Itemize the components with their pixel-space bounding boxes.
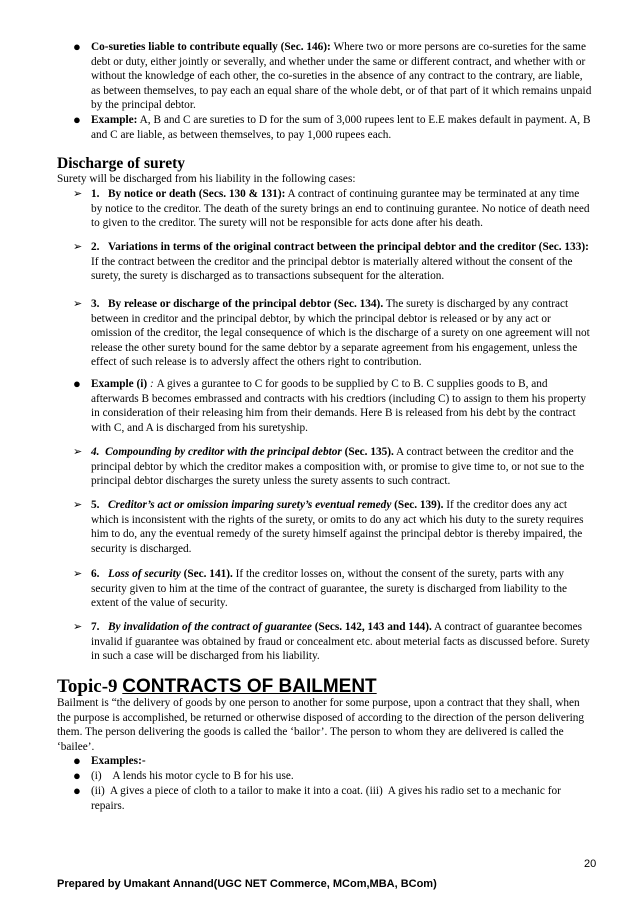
topic-heading: Topic-9 CONTRACTS OF BAILMENT — [57, 676, 377, 697]
bullet-icon: ● — [73, 783, 81, 798]
page-footer: Prepared by Umakant Annand(UGC NET Commerce, MCom,MBA, BCom) — [57, 878, 437, 890]
discharge-item-6: ➢ 6. Loss of security (Sec. 141). If the creditor losses on, without the consent of the surety, parts with any security given to him at the time of the contract of guarantee, the surety is discharged from liability to the extent of the value of security. — [73, 568, 568, 610]
bullet-icon: ● — [73, 112, 81, 127]
discharge-item-3: ➢ 3. By release or discharge of the principal debtor (Sec. 134). The surety is discharged by any contract between in creditor and the principal debtor, by which the principal debtor is released or by any act or omission of the creditor, the legal consequence of which is the discharge of a surety on one agreement will not release the other surety bound for the same debtor by a separate agreement from his engagement, unless the effect of such release is to adversly affect the others right to contribution. — [73, 298, 590, 369]
bailment-definition: Bailment is “the delivery of goods by one person to another for some purpose, upon a contract that they shall, when the purpose is accomplished, be returned or otherwise disposed of according to the direction of the person delivering them. The person delivering the goods is called the ‘bailor’. The person to whom they are delivered is called the ‘bailee’. — [57, 697, 585, 753]
bullet-co-sureties: ● Co-sureties liable to contribute equally (Sec. 146): Where two or more persons are co-sureties for the same debt or duty, either jointly or severally, and whether under the same or different contract, and whether with or without the knowledge of each other, the co-sureties in the absence of any contract to the contrary, are liable, as between themselves, to pay each an equal share of the whole debt, or of that part of it which remains unpaid by the principal debtor. — [73, 39, 592, 112]
bullet-icon: ● — [73, 39, 81, 54]
arrow-bullet-icon: ➢ — [73, 568, 83, 580]
examples-label-item: ● Examples:- — [73, 753, 146, 768]
example-item: ● (i) A lends his motor cycle to B for his use. — [73, 768, 294, 783]
bullet-icon: ● — [73, 753, 81, 768]
arrow-bullet-icon: ➢ — [73, 621, 83, 633]
arrow-bullet-icon: ➢ — [73, 298, 83, 310]
bullet-icon: ● — [73, 768, 81, 783]
section-intro: Surety will be discharged from his liability in the following cases: — [57, 173, 356, 185]
arrow-bullet-icon: ➢ — [73, 446, 83, 458]
section-heading: Discharge of surety — [57, 155, 185, 172]
discharge-item-5: ➢ 5. Creditor’s act or omission imparing surety’s eventual remedy (Sec. 139). If the creditor does any act which is inconsistent with the rights of the surety, or omits to do any act which his duty to the surety requires him to do, any the eventual remedy of the surety himself against the principal debtor is thereby impaired, the security is discharged. — [73, 499, 584, 555]
discharge-item-1: ➢ 1. By notice or death (Secs. 130 & 131): A contract of continuing gurantee may be terminated at any time by notice to the creditor. The death of the surety brings an end to continuing gurantee. No notice of death need to given to the creditor. The surety will not be responsible for acts done after his death. — [73, 188, 590, 230]
topic-title: CONTRACTS OF BAILMENT — [122, 676, 377, 697]
bullet-example: ● Example: A, B and C are sureties to D for the sum of 3,000 rupees lent to E.E makes default in payment. A, B and C are liable, as between themselves, to pay 1,000 rupees each. — [73, 112, 591, 141]
arrow-bullet-icon: ➢ — [73, 499, 83, 511]
discharge-item-4: ➢ 4. Compounding by creditor with the principal debtor (Sec. 135). A contract between the creditor and the principal debtor by which the creditor makes a composition with, or promise to give time to, or not sue to the principal debtor discharges the surety unless the surety assents to such contract. — [73, 446, 585, 488]
discharge-example: ● Example (i) : A gives a gurantee to C for goods to be supplied by C to B. C supplies goods to B, and afterwards B becomes embrassed and contracts with his credtiors (including C) to assign to them his property in consideration of their releasing him from their demands. Here B is released from his debt by the contract with C, and A is discharged from his suretyship. — [73, 376, 587, 434]
discharge-item-2: ➢ 2. Variations in terms of the original contract between the principal debtor and the creditor (Sec. 133): If the contract between the creditor and the principal debtor is materially altered without the consent of the surety, the surety is discharged as to transactions subsequent for the alteration. — [73, 241, 589, 283]
arrow-bullet-icon: ➢ — [73, 241, 83, 253]
page-number: 20 — [584, 858, 597, 870]
arrow-bullet-icon: ➢ — [73, 188, 83, 200]
example-item: ● (ii) A gives a piece of cloth to a tailor to make it into a coat. (iii) A gives his radio set to a mechanic for repairs. — [73, 783, 564, 812]
bullet-icon: ● — [73, 376, 81, 391]
discharge-item-7: ➢ 7. By invalidation of the contract of guarantee (Secs. 142, 143 and 144). A contract of guarantee becomes invalid if guarantee was obtained by fraud or concealment etc. about meterial facts as discussed before. Surety in such a case will be discharged from his liability. — [73, 621, 590, 663]
